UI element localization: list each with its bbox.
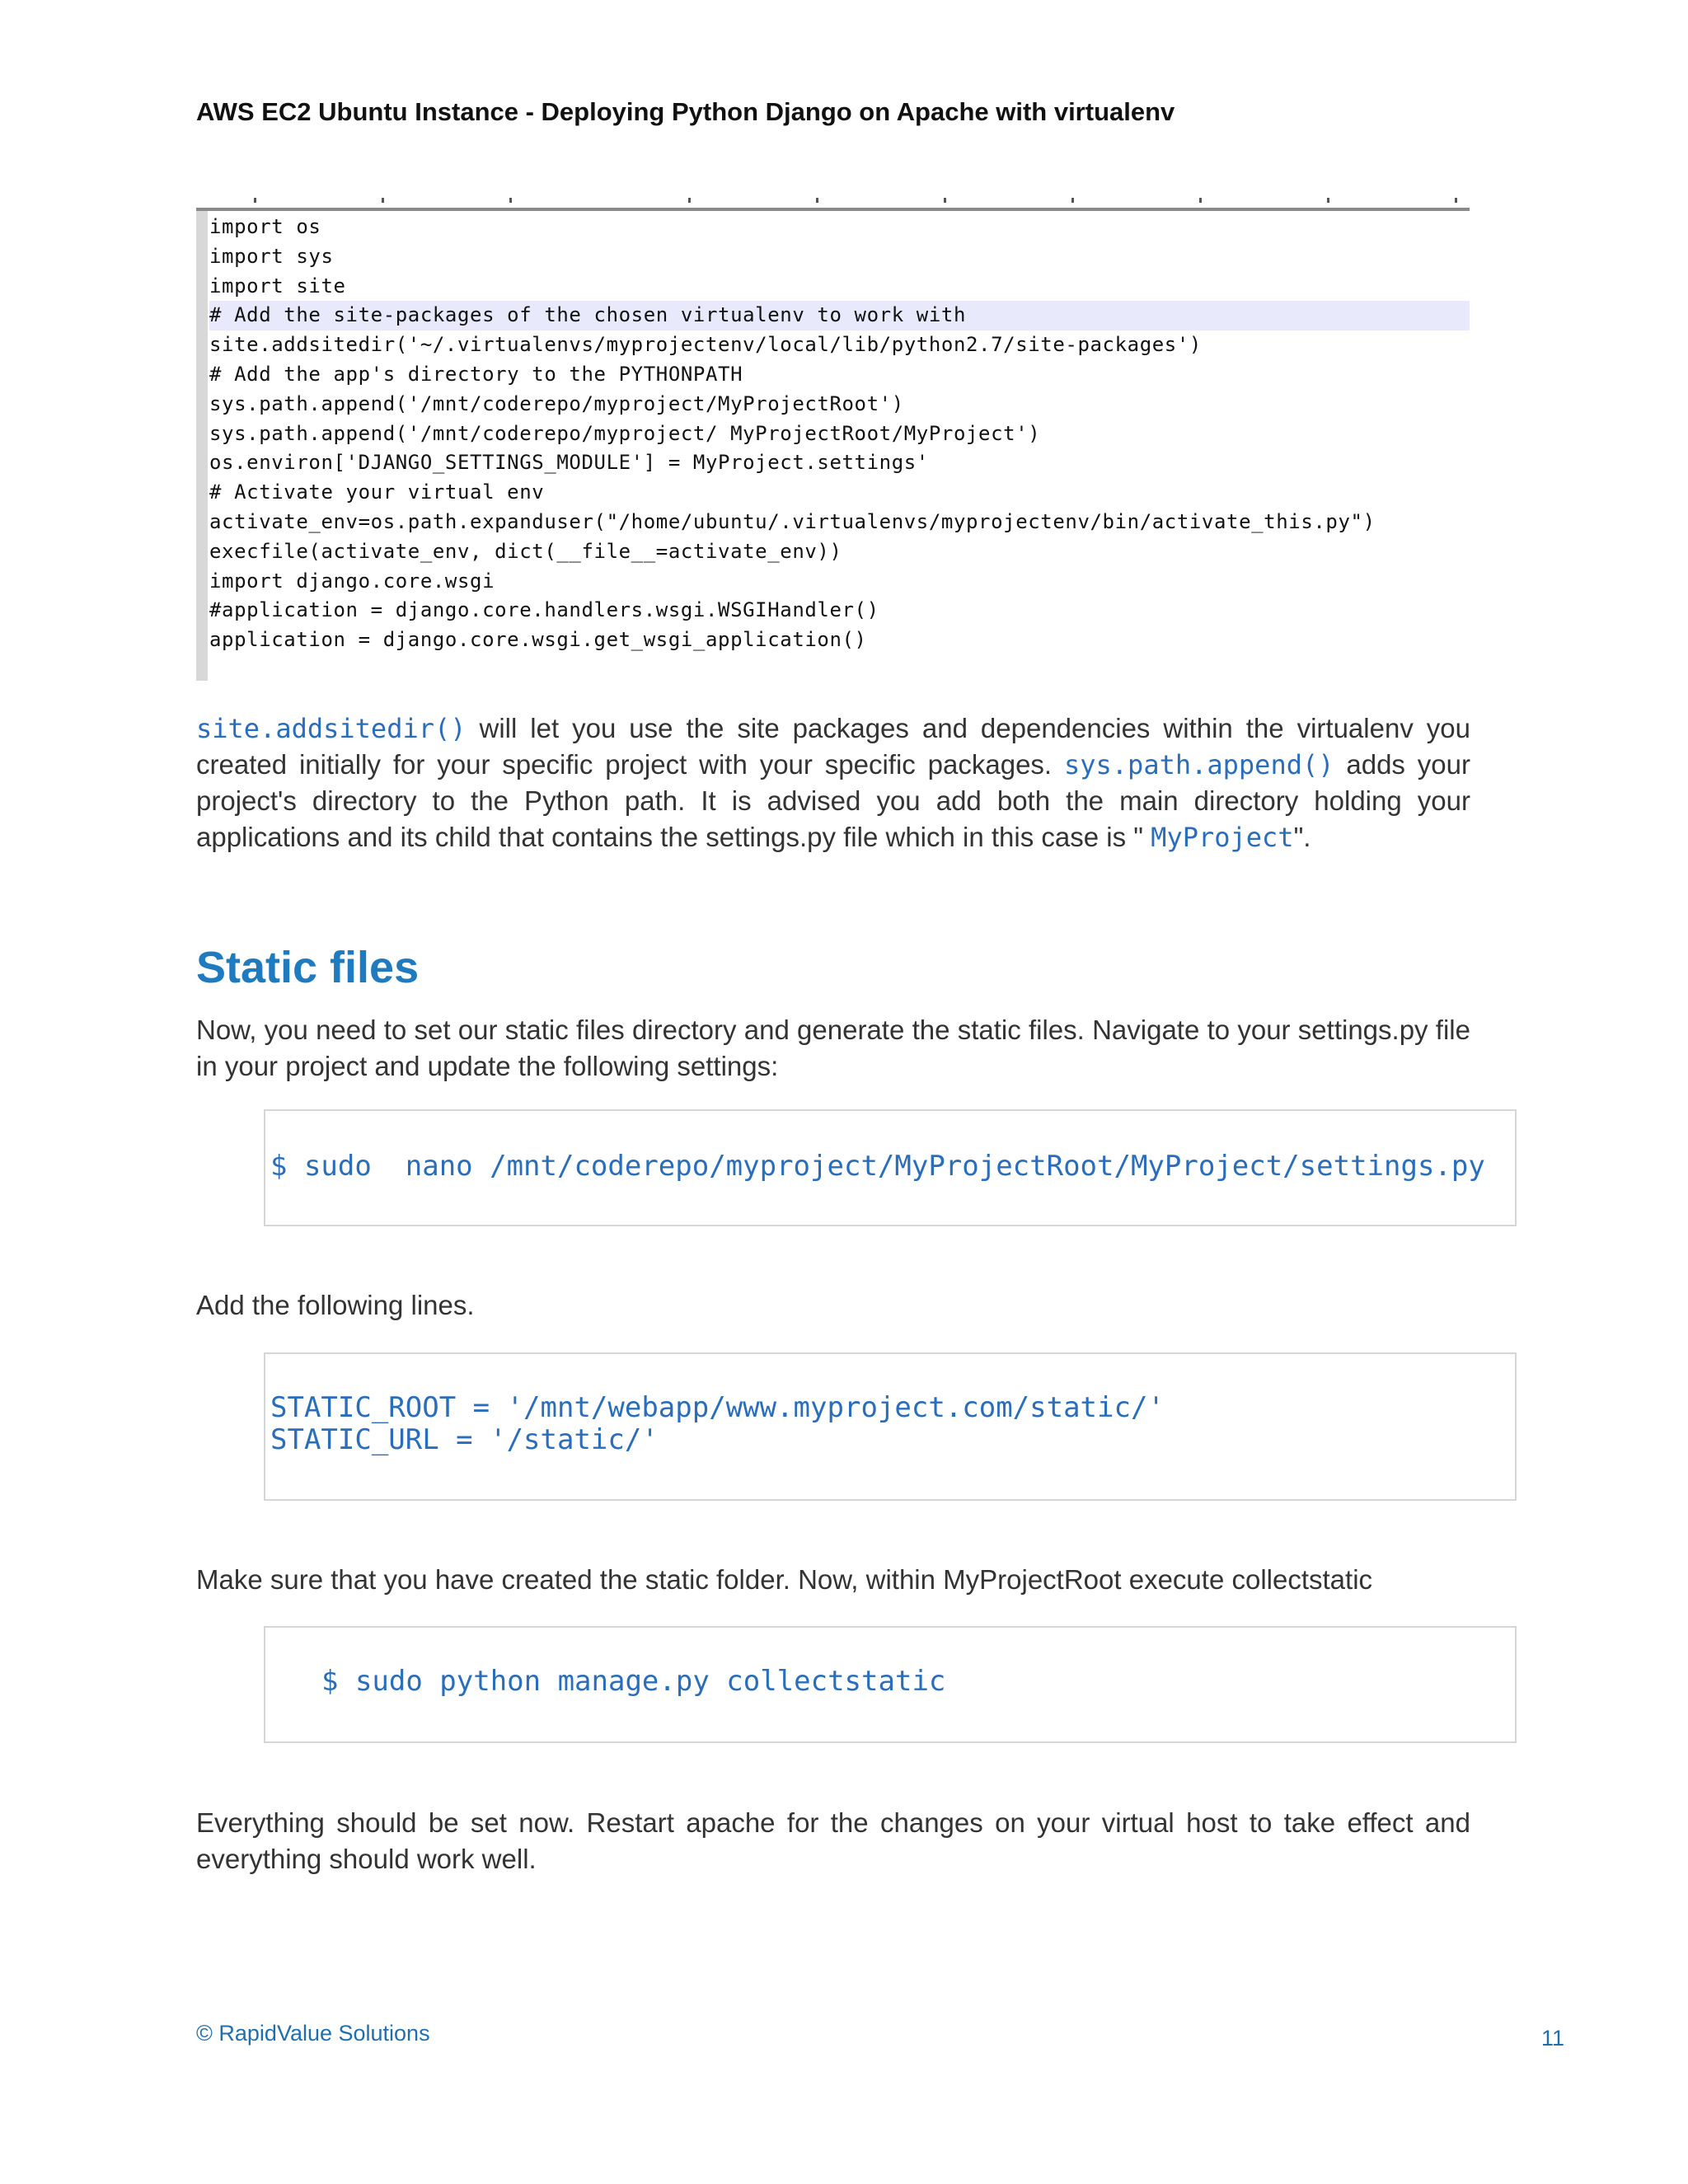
command-text: $ sudo python manage.py collectstatic: [321, 1665, 946, 1698]
code-line: activate_env=os.path.expanduser("/home/ubuntu/.virtualenvs/myprojectenv/bin/activate_this.py"): [209, 509, 1376, 533]
command-text: $ sudo nano /mnt/coderepo/myproject/MyProjectRoot/MyProject/settings.py: [270, 1150, 1485, 1183]
code-line: application = django.core.wsgi.get_wsgi_application(): [209, 628, 867, 652]
code-screenshot: [196, 198, 1470, 681]
code-block-static-settings: [264, 1352, 1517, 1501]
paragraph-text: ".: [1293, 822, 1311, 852]
code-line: execfile(activate_env, dict(__file__=activate_env)): [209, 539, 842, 563]
ruler-tick: [509, 198, 512, 203]
ruler-tick: [816, 198, 818, 203]
ruler-tick: [1327, 198, 1329, 203]
command-text: STATIC_ROOT = '/mnt/webapp/www.myproject.com/static/': [270, 1391, 1165, 1424]
code-block-collectstatic: [264, 1626, 1517, 1743]
ruler-tick: [944, 198, 946, 203]
code-line: sys.path.append('/mnt/coderepo/myproject/MyProjectRoot'): [209, 391, 904, 415]
code-line: import site: [209, 274, 346, 298]
code-line: site.addsitedir('~/.virtualenvs/myprojectenv/local/lib/python2.7/site-packages'): [209, 333, 1202, 357]
document-header: AWS EC2 Ubuntu Instance - Deploying Python Django on Apache with virtualenv: [196, 97, 1175, 126]
paragraph-add-lines: Add the following lines.: [196, 1290, 475, 1320]
code-line: import os: [209, 215, 321, 238]
code-line: import django.core.wsgi: [209, 569, 495, 593]
editor-gutter: [196, 211, 208, 681]
code-line: sys.path.append('/mnt/coderepo/myproject/ MyProjectRoot/MyProject'): [209, 421, 1041, 445]
command-text: STATIC_URL = '/static/': [270, 1423, 659, 1456]
footer-copyright: © RapidValue Solutions: [196, 2021, 430, 2046]
code-line: # Activate your virtual env: [209, 480, 545, 504]
code-line: import sys: [209, 244, 334, 268]
editor-ruler: [196, 198, 1470, 211]
ruler-tick: [382, 198, 384, 203]
paragraph-static-intro: Now, you need to set our static files directory and generate the static files. Navigate to your settings.py file in your project and update the following settings:: [196, 1015, 1470, 1081]
code-line: # Add the app's directory to the PYTHONPATH: [209, 362, 743, 386]
code-line: #application = django.core.handlers.wsgi.WSGIHandler(): [209, 598, 879, 622]
code-lines: [209, 213, 1470, 655]
inline-code: MyProject: [1151, 822, 1294, 853]
paragraph-collectstatic: Make sure that you have created the static folder. Now, within MyProjectRoot execute collectstatic: [196, 1564, 1373, 1595]
code-line-highlighted: # Add the site-packages of the chosen virtualenv to work with: [209, 301, 1470, 330]
paragraph-site-addsitedir: [196, 710, 1470, 855]
paragraph-text: will let you use the site packages and dependencies within the virtualenv you created initially for your specific project with your specific packages.: [196, 713, 1470, 780]
page-number: 11: [1541, 2026, 1565, 2050]
ruler-tick: [1071, 198, 1074, 203]
inline-code: site.addsitedir(): [196, 713, 467, 744]
inline-code: sys.path.append(): [1063, 749, 1334, 780]
ruler-tick: [1455, 198, 1457, 203]
ruler-tick: [688, 198, 691, 203]
ruler-tick: [1199, 198, 1202, 203]
paragraph-text: adds your project's directory to the Python path. It is advised you add both the main directory holding your applications and its child that contains the settings.py file which in this case is ": [196, 749, 1471, 852]
code-block-nano: [264, 1109, 1517, 1226]
code-line: os.environ['DJANGO_SETTINGS_MODULE'] = MyProject.settings': [209, 451, 929, 475]
section-heading: Static files: [196, 943, 420, 992]
paragraph-conclusion: Everything should be set now. Restart apache for the changes on your virtual host to take effect and everything should work well.: [196, 1807, 1470, 1874]
ruler-tick: [254, 198, 256, 203]
